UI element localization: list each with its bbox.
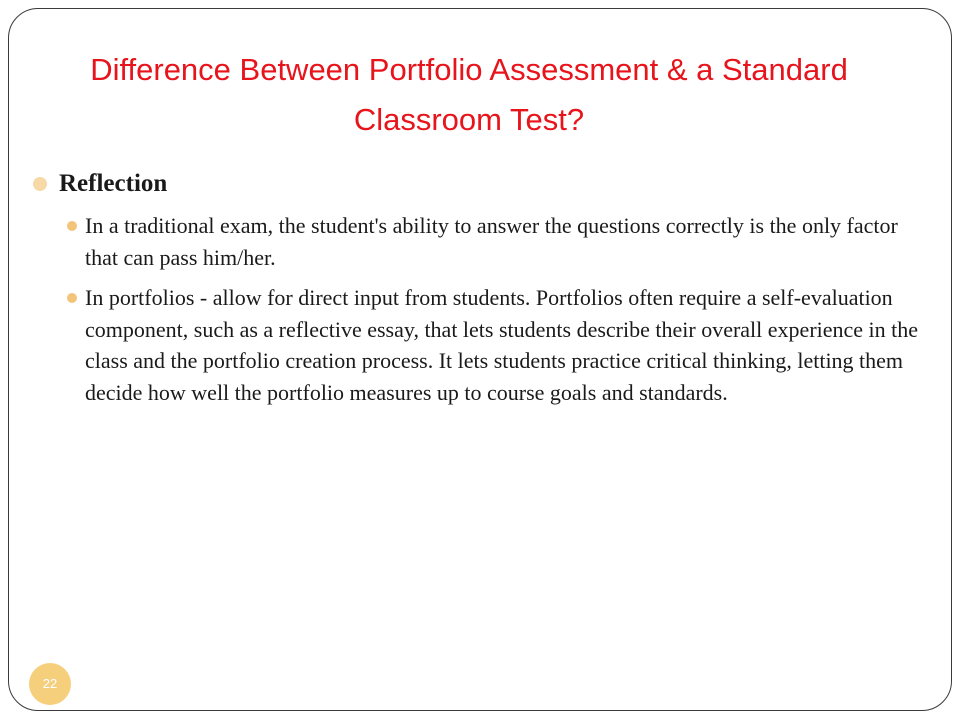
bullet-heading xyxy=(27,164,927,204)
bullet-dot-icon xyxy=(33,177,47,191)
sub-bullet xyxy=(27,210,927,273)
slide xyxy=(8,8,952,711)
sub-bullet-text: In a traditional exam, the student's ability to answer the questions correctly is the only factor that can pass him/her. xyxy=(85,213,898,270)
slide-body xyxy=(27,164,927,408)
bullet-dot-icon xyxy=(67,221,77,231)
sub-bullet-text: In portfolios - allow for direct input from students. Portfolios often require a self-evaluation component, such as a reflective essay, that lets students describe their overall experience in the class and the portfolio creation process. It lets students practice critical thinking, letting them decide how well the portfolio measures up to course goals and standards. xyxy=(85,285,919,405)
bullet-dot-icon xyxy=(67,293,77,303)
sub-bullet xyxy=(27,282,927,408)
page-number-badge: 22 xyxy=(29,663,71,705)
heading-text: Reflection xyxy=(59,170,168,197)
slide-title: Difference Between Portfolio Assessment & a Standard Classroom Test? xyxy=(90,52,848,137)
